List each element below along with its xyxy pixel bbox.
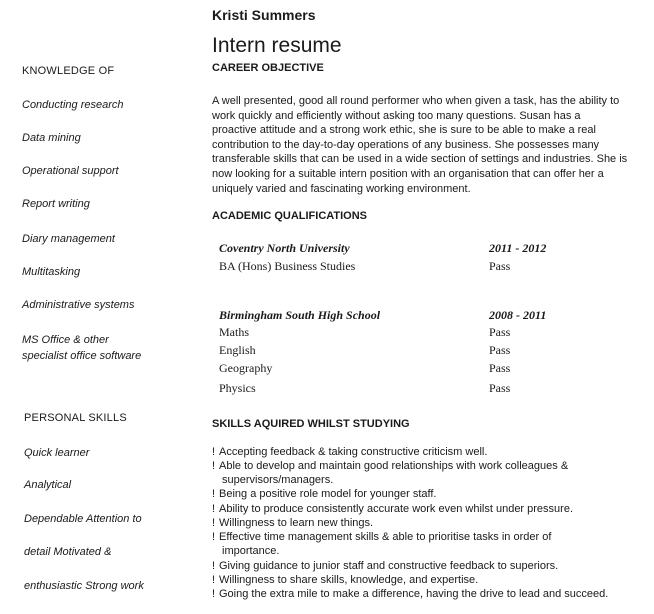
skill-text: Willingness to learn new things. [219,517,374,529]
subject-name: Physics [219,381,256,395]
university-name: Coventry North University [219,241,350,255]
bullet-mark: ! [212,560,216,572]
knowledge-heading: KNOWLEDGE OF [22,65,115,77]
bullet-mark: ! [212,446,216,458]
skill-item [212,446,487,459]
university-years: 2011 - 2012 [489,241,547,255]
subject-name: English [219,343,256,357]
knowledge-item: specialist office software [22,350,142,362]
bullet-mark: ! [212,574,216,586]
skill-text: Ability to produce consistently accurate work even whilst under pressure. [219,503,574,515]
personal-skill-item: Quick learner [24,447,90,459]
personal-skill-item: Analytical [24,479,72,491]
career-objective-heading: CAREER OBJECTIVE [212,62,324,74]
knowledge-item: Multitasking [22,266,81,278]
skills-heading: SKILLS AQUIRED WHILST STUDYING [212,418,410,430]
bullet-mark: ! [212,503,216,515]
knowledge-item: Operational support [22,165,119,177]
skill-item [212,503,573,516]
knowledge-item: Data mining [22,132,81,144]
knowledge-item: Diary management [22,233,115,245]
academic-heading: ACADEMIC QUALIFICATIONS [212,210,368,222]
skill-item [212,560,558,573]
university-course: BA (Hons) Business Studies [219,259,356,273]
bullet-mark: ! [212,517,216,529]
bullet-mark: ! [212,488,216,500]
skill-item [212,488,436,501]
skill-item [212,531,551,544]
skill-item [212,588,608,601]
career-objective-text: A well presented, good all round performer who when given a task, has the ability to work quickly and efficiently without asking too many questions. Susan has a proactive attitude and a strong work ethic, she is sure to be able to make a real contribution to the day-to-day operations of any business. She possesses many transferable skills that can be used in a wide section of settings and industries. She is now looking for a suitable intern position with an organisation that can offer her a uniquely varied and fascinating working environment. [212,95,628,195]
personal-skill-item: enthusiastic Strong work [24,580,144,592]
skill-item [212,574,478,587]
skill-text: Effective time management skills & able to prioritise tasks in order of [219,531,552,543]
subject-name: Geography [219,361,273,375]
skill-item [212,517,373,530]
subject-name: Maths [219,325,249,339]
school-years: 2008 - 2011 [489,308,547,322]
skill-item [212,460,568,473]
document-title: Intern resume [212,34,342,57]
subject-result: Pass [489,343,511,357]
bullet-mark: ! [212,460,216,472]
knowledge-item: Conducting research [22,99,124,111]
subject-result: Pass [489,381,511,395]
school-name: Birmingham South High School [219,308,381,322]
bullet-mark: ! [212,531,216,543]
bullet-mark: ! [212,588,216,600]
subject-result: Pass [489,325,511,339]
skill-text: Accepting feedback & taking constructive criticism well. [219,446,488,458]
skill-text: Being a positive role model for younger staff. [219,488,437,500]
skill-text: Able to develop and maintain good relationships with work colleagues & [219,460,569,472]
skill-text: Willingness to share skills, knowledge, and expertise. [219,574,479,586]
candidate-name: Kristi Summers [212,7,316,23]
university-result: Pass [489,259,511,273]
skill-continuation: importance. [222,545,280,557]
personal-skill-item: detail Motivated & [24,546,112,558]
skill-continuation: supervisors/managers. [222,474,334,486]
skill-text: Going the extra mile to make a difference, having the drive to lead and succeed. [219,588,609,600]
skill-text: Giving guidance to junior staff and constructive feedback to superiors. [219,560,559,572]
personal-skills-heading: PERSONAL SKILLS [24,412,127,424]
knowledge-item: Administrative systems [22,299,135,311]
subject-result: Pass [489,361,511,375]
knowledge-item: MS Office & other [22,334,109,346]
knowledge-item: Report writing [22,198,90,210]
personal-skill-item: Dependable Attention to [24,513,142,525]
